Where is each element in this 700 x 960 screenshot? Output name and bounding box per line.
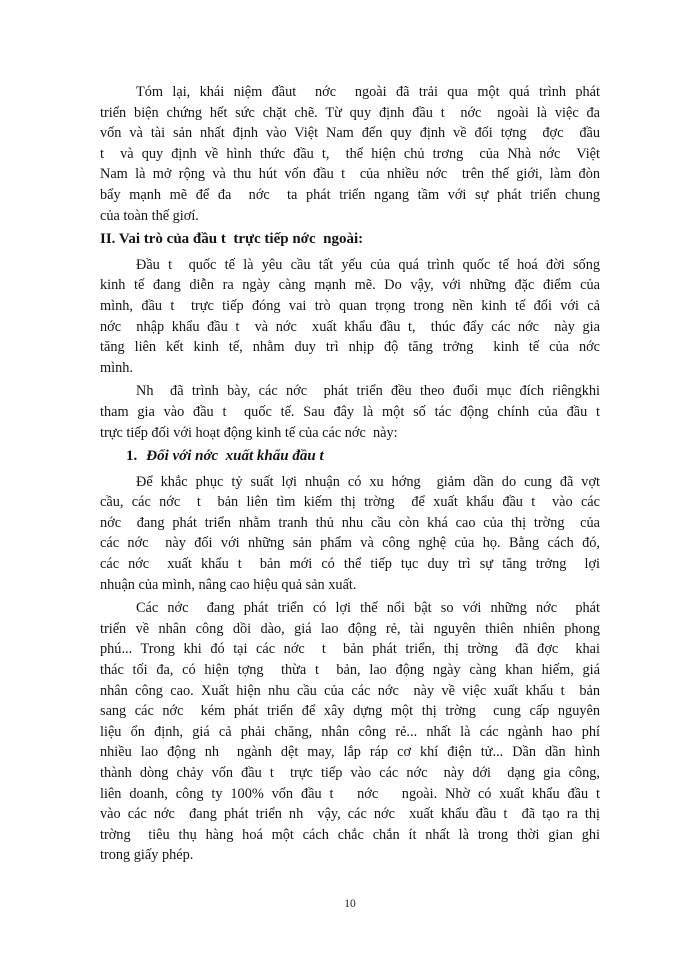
text-line: Tóm lại, khái niệm đầut nớc ngoài đã trải qua một quá trình phát: [136, 84, 600, 100]
paragraph: [100, 472, 600, 596]
text-line: Để khắc phục tỷ suất lợi nhuận có xu hớng giảm dần do cung đã vợt: [136, 473, 600, 490]
text-line: kinh tế đang diễn ra ngày càng mạnh mẽ. Do vậy, với những đặc điểm của: [100, 277, 600, 294]
text-line: các nớc này đối với những sản phẩm và công nghệ của họ. Bằng cách đó,: [100, 535, 600, 552]
text-line: liệu ổn định, giá cả phải chăng, nhân công rẻ... nhất là các ngành hao phí: [100, 723, 600, 740]
subsection-number: 1.: [126, 448, 138, 465]
text-line: nhân công cao. Xuất hiện nhu cầu của các nớc này về việc xuất khẩu t bản: [100, 682, 600, 699]
section-heading: II. Vai trò của đầu t trực tiếp nớc ngoài:: [100, 231, 364, 248]
text-line: tham gia vào đầu t quốc tế. Sau đây là một số tác động chính của đầu t: [100, 403, 600, 420]
text-line: vào các nớc đang phát triển nh vậy, các nớc xuất khẩu đầu t đã tạo ra thị: [100, 806, 600, 823]
text-line: các nớc xuất khẩu t bản mới có thể tiếp tục duy trì sự tăng trởng lợi: [100, 556, 600, 573]
document-body: [100, 82, 600, 869]
text-line: trực tiếp đối với hoạt động kinh tế của các nớc này:: [100, 424, 398, 441]
text-line: trong giấy phép.: [100, 847, 194, 864]
text-line: triển biện chứng hết sức chặt chẽ. Từ quy định đầu t nớc ngoài là việc đa: [100, 104, 600, 121]
text-line: vốn và tài sản nhất định vào Việt Nam đến quy định về đối tợng đợc đầu: [100, 125, 600, 142]
subsection-title: Đối với nớc xuất khẩu đầu t: [146, 448, 324, 465]
page-number: 10: [344, 898, 356, 910]
text-line: mình.: [100, 359, 133, 376]
text-line: phú... Trong khi đó tại các nớc t bản phát triển, thị trờng đã đợc khai: [100, 641, 600, 658]
text-line: sang các nớc kém phát triển để xây dựng một thị trờng cung cấp nguyên: [100, 703, 600, 720]
text-line: nhuận của mình, nâng cao hiệu quả sản xuất.: [100, 576, 357, 593]
paragraph: [100, 381, 600, 443]
text-line: nhiều lao động nh ngành dệt may, lắp ráp cơ khí điện tử... Dần dần hình: [100, 744, 600, 761]
text-line: Đầu t quốc tế là yêu cầu tất yếu của quá trình quốc tế hoá đời sống: [136, 256, 600, 273]
subsection-heading: [126, 446, 600, 467]
text-line: trờng tiêu thụ hàng hoá một cách chắc chắn ít nhất là trong thời gian ghi: [100, 826, 600, 843]
text-line: Nh đã trình bày, các nớc phát triển đều theo đuổi mục đích riêngkhi: [136, 383, 600, 400]
text-line: nớc nhập khẩu đầu t và nớc xuất khẩu đầu t, thúc đẩy các nớc này gia: [100, 318, 600, 335]
paragraph: [100, 255, 600, 379]
text-line: thác tối đa, có hiện tợng thừa t bản, lao động ngày càng khan hiếm, giá: [100, 662, 600, 679]
text-line: Nam là mở rộng và thu hút vốn đầu t của nhiều nớc trên thế giới, làm đòn: [100, 166, 600, 183]
text-line: nớc đang phát triển nhằm tranh thủ nhu cầu còn khá cao của thị trờng của: [100, 514, 600, 531]
paragraph: [100, 82, 600, 226]
text-line: của toàn thế giơí.: [100, 207, 199, 224]
text-line: mình, đầu t trực tiếp đóng vai trò quan trọng trong nền kinh tế đối với cả: [100, 297, 600, 314]
text-line: thành dòng chảy vốn đầu t trực tiếp vào các nớc này dới dạng gia công,: [100, 765, 600, 781]
text-line: liên doanh, công ty 100% vốn đầu t nớc ngoài. Nhờ có xuất khẩu đầu t: [100, 785, 600, 802]
text-line: t và quy định về hình thức đầu t, thể hiện chủ trơng của Nhà nớc Việt: [100, 145, 600, 162]
text-line: tăng liên kết kinh tế, nhằm duy trì nhịp độ tăng trởng kinh tế của nớc: [100, 339, 600, 356]
text-line: bẩy mạnh mẽ để đa nớc ta phát triển ngang tầm với sự phát triển chung: [100, 186, 600, 203]
text-line: triển về nhân công dồi dào, giá lao động rẻ, tài nguyên thiên nhiên phong: [100, 620, 600, 637]
paragraph: [100, 598, 600, 866]
text-line: cầu, các nớc t bản liên tìm kiếm thị trờng để xuất khẩu đầu t vào các: [100, 494, 600, 511]
text-line: Các nớc đang phát triển có lợi thế nổi bật so với những nớc phát: [136, 600, 600, 617]
